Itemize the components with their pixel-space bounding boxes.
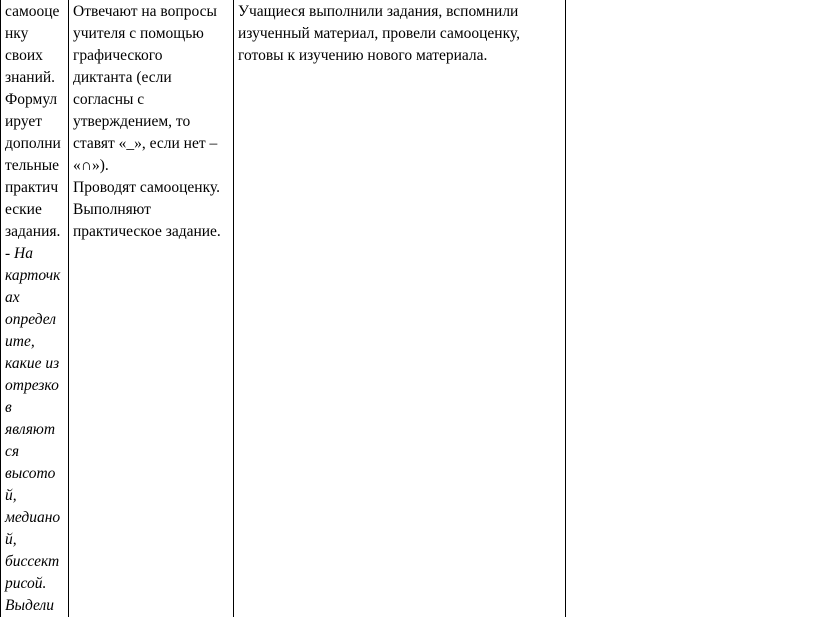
cell-line-italic: являют [5, 421, 56, 438]
cell-line: дополни [5, 135, 61, 152]
student-activity-cell [69, 0, 234, 617]
cell-line: самооце [5, 3, 60, 20]
cell-line: учителя с помощью [73, 25, 204, 42]
cell-line-italic: - На [5, 245, 33, 262]
cell-line: задания. [5, 223, 61, 240]
cell-line-italic: ся [5, 443, 20, 460]
cell-line: ставят «_», если нет – [73, 135, 218, 152]
cell-line-italic: Выдели [5, 597, 54, 614]
cell-line: еские [5, 201, 42, 218]
cell-line: Проводят самооценку. [73, 179, 220, 196]
cell-line: Выполняют [73, 201, 151, 218]
cell-line: диктанта (если [73, 69, 172, 86]
cell-line: ирует [5, 113, 43, 130]
cell-line-italic: ите, [5, 333, 35, 350]
cell-line: готовы к изучению нового материала. [238, 47, 488, 64]
cell-line: нку [5, 25, 29, 42]
cell-line: Учащиеся выполнили задания, вспомнили [238, 3, 519, 20]
cell-line-italic: медиано [5, 509, 61, 526]
cell-line-italic: в [5, 399, 12, 416]
cell-line-italic: ах [5, 289, 20, 306]
cell-line-italic: определ [5, 311, 57, 328]
cell-line: согласны с [73, 91, 145, 108]
cell-line-italic: й, [5, 531, 17, 548]
cell-line-italic: биссект [5, 553, 60, 570]
cell-line-italic: й, [5, 487, 17, 504]
cell-line: своих [5, 47, 43, 64]
cell-line: Отвечают на вопросы [73, 3, 217, 20]
cell-line-italic: отрезко [5, 377, 59, 394]
expected-result-cell [234, 0, 566, 617]
cell-line: тельные [5, 157, 60, 174]
cell-line: практическое задание. [73, 223, 221, 240]
cell-line-italic: какие из [5, 355, 60, 372]
cell-line: графического [73, 47, 163, 64]
cell-line-italic: карточк [5, 267, 61, 284]
cell-line: «∩»). [73, 157, 109, 174]
cell-line-italic: высото [5, 465, 56, 482]
table-row [1, 0, 566, 617]
cell-line: знаний. [5, 69, 56, 86]
teacher-activity-cell [1, 0, 69, 617]
cell-line: изученный материал, провели самооценку, [238, 25, 520, 42]
cell-line: Формул [5, 91, 58, 108]
cell-line-italic: рисой. [5, 575, 47, 592]
cell-line: практич [5, 179, 59, 196]
cell-line: утверждением, то [73, 113, 191, 130]
